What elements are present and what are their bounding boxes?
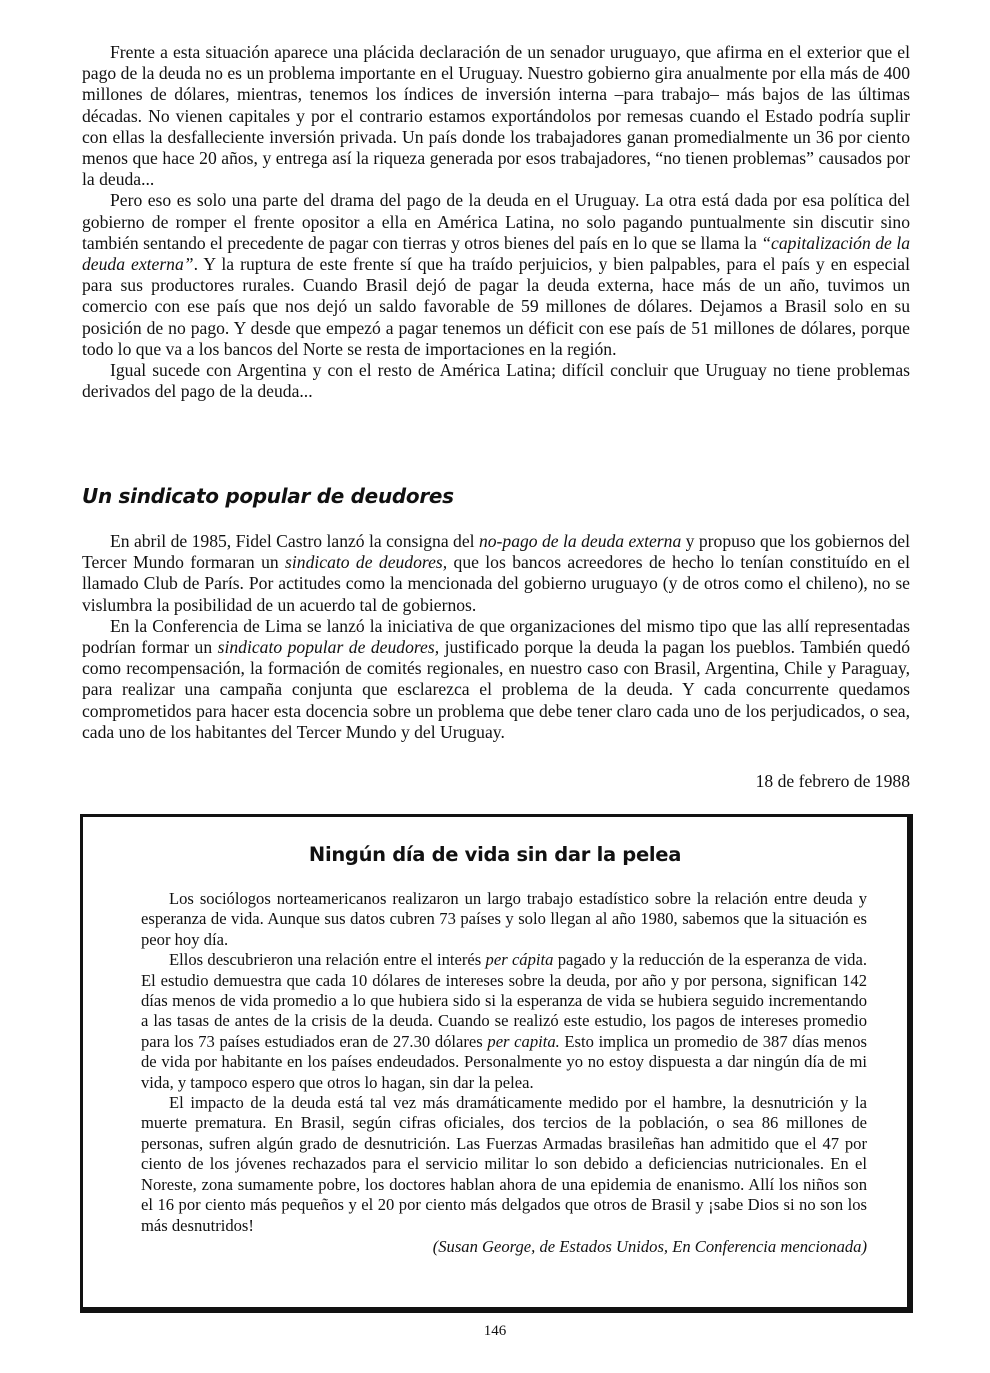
sidebar-box (80, 814, 913, 1313)
paragraph: Ellos descubrieron una relación entre el interés per cápita pagado y la reducción de la esperanza de vida. El estudio demuestra que cada 10 dólares de intereses sobre la deuda, por año y por persona, significan 142 días menos de vida promedio a lo que hubiera sido si la esperanza de vida se hubiera seguido incrementando a las tasas de antes de la crisis de la deuda. Cuando se realizó este estudio, los pagos de intereses promedio para los 73 países estudiados eran de 27.30 dólares per capita. Esto implica un promedio de 387 días menos de vida por habitante en los países endeudados. Personalmente yo no estoy dispuesta a dar ningún día de mi vida, y tampoco espero que otros lo hagan, sin dar la pelea. (141, 950, 867, 1092)
box-title: Ningún día de vida sin dar la pelea (308, 843, 682, 866)
intro-text (82, 42, 910, 402)
box-body (141, 889, 867, 1257)
paragraph: Igual sucede con Argentina y con el resto de América Latina; difícil concluir que Uruguay no tiene problemas derivados del pago de la deuda... (82, 360, 910, 402)
section-heading: Un sindicato popular de deudores (82, 484, 454, 508)
section-text (82, 531, 910, 743)
page-number: 146 (483, 1323, 507, 1339)
paragraph: Pero eso es solo una parte del drama del pago de la deuda en el Uruguay. La otra está dada por esa política del gobierno de romper el frente opositor a ella en América Latina, no solo pagando puntualmente sin discutir sino también sentando el precedente de pagar con tierras y otros bienes del país en lo que se llama la “capitalización de la deuda externa”. Y la ruptura de este frente sí que ha traído perjuicios, y bien palpables, para el país y en especial para sus productores rurales. Cuando Brasil dejó de pagar la deuda externa, hace más de un año, tuvimos un comercio con ese país que nos dejó un saldo favorable de 59 millones de dólares. Dejamos a Brasil solo en su posición de no pago. Y desde que empezó a pagar tenemos un déficit con ese país de 51 millones de dólares, porque todo lo que va a los bancos del Norte se resta de importaciones en la región. (82, 190, 911, 359)
citation: (Susan George, de Estados Unidos, En Conferencia mencionada) (432, 1236, 867, 1256)
paragraph: En abril de 1985, Fidel Castro lanzó la consigna del no-pago de la deuda externa y propuso que los gobiernos del Tercer Mundo formaran un sindicato de deudores, que los bancos acreedores de hecho lo tenían constituído en el llamado Club de París. Por actitudes como la mencionada del gobierno uruguayo (y de otros como el chileno), no se vislumbra la posibilidad de un acuerdo tal de gobiernos. (82, 531, 911, 615)
paragraph: El impacto de la deuda está tal vez más dramáticamente medido por el hambre, la desnutrición y la muerte prematura. En Brasil, según cifras oficiales, dos tercios de la población, o sea 86 millones de personas, sufren algún grado de desnutrición. Las Fuerzas Armadas brasileñas han admitido que el 47 por ciento de los jóvenes rechazados para el servicio militar lo son debido a deficiencias nutricionales. En el Noreste, zona sumamente pobre, los doctores hablan ahora de una epidemia de enanismo. Allí los niños son el 16 por ciento más pequeños y el 20 por ciento más delgados que otros de Brasil y ¡sabe Dios si no son los más desnutridos! (141, 1093, 867, 1235)
paragraph: Los sociólogos norteamericanos realizaron un largo trabajo estadístico sobre la relación entre deuda y esperanza de vida. Aunque sus datos cubren 73 países y solo llegan al año 1980, sabemos que la situación es peor hoy día. (141, 889, 867, 949)
paragraph: En la Conferencia de Lima se lanzó la iniciativa de que organizaciones del mismo tipo que las allí representadas podrían formar un sindicato popular de deudores, justificado porque la deuda la pagan los pueblos. También quedó como recompensación, la formación de comités regionales, en nuestro caso con Brasil, Argentina, Chile y Paraguay, para realizar una campaña conjunta que esclarezca el problema de la deuda. Y cada concurrente quedamos comprometidos para hacer esta docencia sobre un problema que debe tener claro cada uno de los perjudicados, o sea, cada uno de los habitantes del Tercer Mundo y del Uruguay. (82, 615, 910, 742)
article-date: 18 de febrero de 1988 (755, 771, 910, 791)
paragraph: Frente a esta situación aparece una plácida declaración de un senador uruguayo, que afirma en el exterior que el pago de la deuda no es un problema importante en el Uruguay. Nuestro gobierno gira anualmente por ella más de 400 millones de dólares, mientras, tenemos los índices de inversión interna –para trabajo– más bajos de las últimas décadas. No vienen capitales y por el contrario estamos exportándolos por remesas cuando el Estado podría suplir con ellas la desfalleciente inversión privada. Un país donde los trabajadores ganan promedialmente un 36 por ciento menos que hace 20 años, y entrega así la riqueza generada por esos trabajadores, “no tienen problemas” causados por la deuda... (82, 42, 910, 190)
